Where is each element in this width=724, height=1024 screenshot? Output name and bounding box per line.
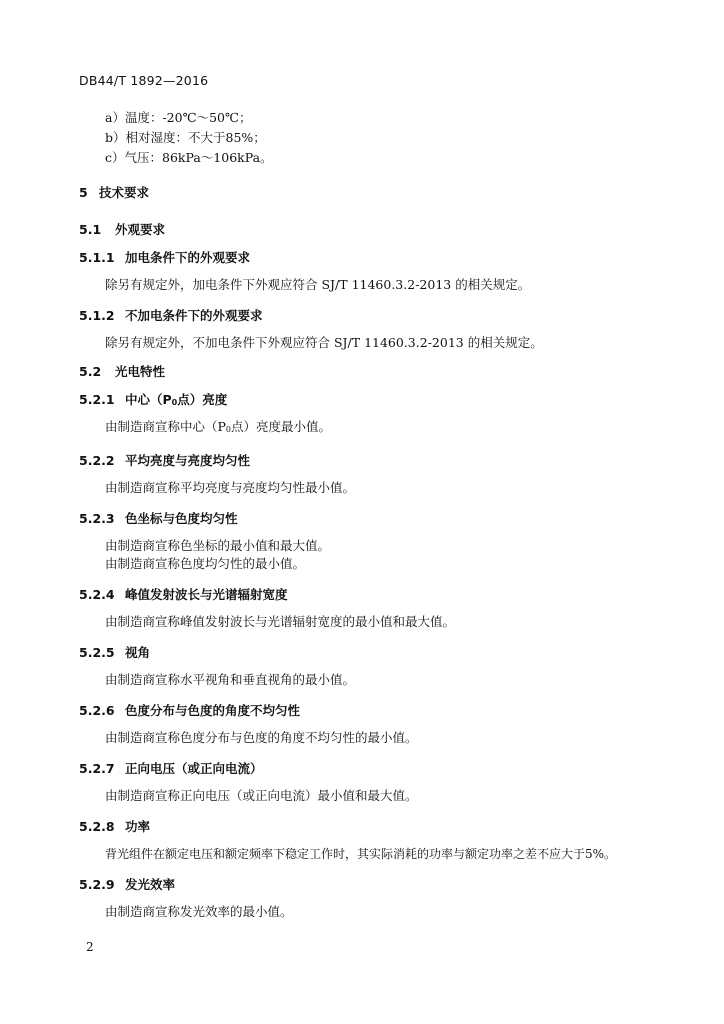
paragraph: 由制造商宣称平均亮度与亮度均匀性最小值。: [105, 480, 356, 495]
section-heading-5-2-1: 5.2.1 中心（P0点）亮度: [79, 392, 228, 407]
section-heading-5-2-7: 5.2.7 正向电压（或正向电流）: [79, 761, 263, 776]
paragraph: 由制造商宣称色度分布与色度的角度不均匀性的最小值。: [105, 730, 418, 745]
paragraph: 由制造商宣称色坐标的最小值和最大值。: [105, 538, 331, 553]
section-heading-5-1-1: 5.1.1 加电条件下的外观要求: [79, 250, 251, 265]
page-number: 2: [86, 940, 94, 954]
list-item: c）气压：86kPa～106kPa。: [105, 150, 273, 165]
section-heading-5-1: 5.1 外观要求: [79, 222, 166, 237]
section-heading-5: 5 技术要求: [79, 185, 150, 200]
environment-conditions-list: [105, 108, 273, 168]
paragraph: 除另有规定外，加电条件下外观应符合 SJ/T 11460.3.2-2013 的相关规定。: [105, 277, 531, 292]
paragraph: 由制造商宣称色度均匀性的最小值。: [105, 556, 306, 571]
section-heading-5-2-5: 5.2.5 视角: [79, 645, 151, 660]
paragraph: 由制造商宣称峰值发射波长与光谱辐射宽度的最小值和最大值。: [105, 614, 456, 629]
paragraph: 由制造商宣称发光效率的最小值。: [105, 904, 293, 919]
paragraph: 由制造商宣称中心（P0点）亮度最小值。: [105, 419, 332, 434]
paragraph: 由制造商宣称水平视角和垂直视角的最小值。: [105, 672, 356, 687]
document-id-header: DB44/T 1892—2016: [79, 73, 209, 88]
list-item: b）相对湿度：不大于85%；: [105, 130, 266, 145]
section-heading-5-2: 5.2 光电特性: [79, 364, 166, 379]
section-heading-5-2-3: 5.2.3 色坐标与色度均匀性: [79, 511, 238, 526]
section-heading-5-1-2: 5.1.2 不加电条件下的外观要求: [79, 308, 263, 323]
document-body: [79, 183, 679, 921]
paragraph: 由制造商宣称正向电压（或正向电流）最小值和最大值。: [105, 788, 418, 803]
section-heading-5-2-9: 5.2.9 发光效率: [79, 877, 176, 892]
paragraph: 除另有规定外，不加电条件下外观应符合 SJ/T 11460.3.2-2013 的相关规定。: [105, 335, 543, 350]
section-heading-5-2-4: 5.2.4 峰值发射波长与光谱辐射宽度: [79, 587, 288, 602]
section-heading-5-2-8: 5.2.8 功率: [79, 819, 151, 834]
section-heading-5-2-6: 5.2.6 色度分布与色度的角度不均匀性: [79, 703, 301, 718]
section-heading-5-2-2: 5.2.2 平均亮度与亮度均匀性: [79, 453, 251, 468]
paragraph: 背光组件在额定电压和额定频率下稳定工作时，其实际消耗的功率与额定功率之差不应大于5%。: [105, 847, 617, 861]
list-item: a）温度：-20℃～50℃；: [105, 110, 252, 125]
